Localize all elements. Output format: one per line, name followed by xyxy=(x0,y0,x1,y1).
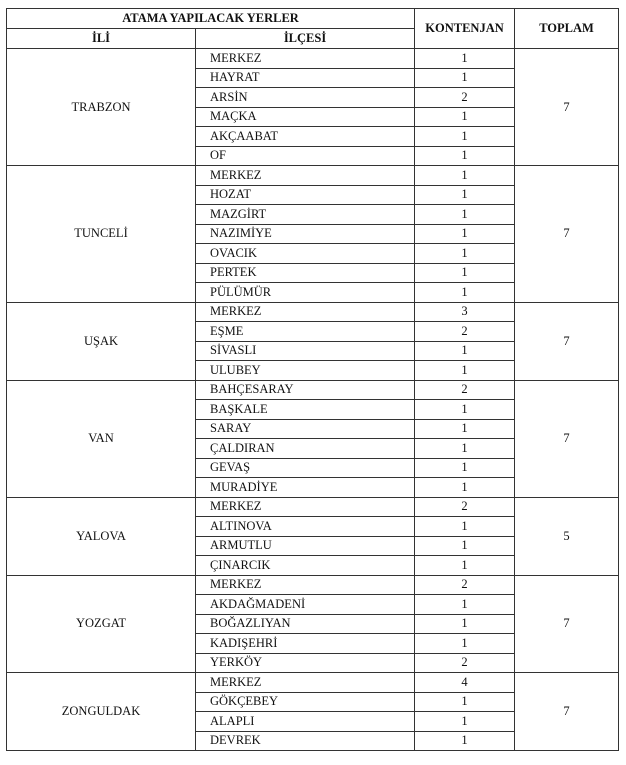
district-quota: 1 xyxy=(415,595,515,615)
table-row xyxy=(7,166,619,186)
district-name: YERKÖY xyxy=(196,653,415,673)
province-name: TRABZON xyxy=(7,49,196,166)
assignment-table xyxy=(6,8,619,751)
district-quota: 1 xyxy=(415,263,515,283)
district-name: BAŞKALE xyxy=(196,400,415,420)
district-name: KADIŞEHRİ xyxy=(196,634,415,654)
kontenjan-header: KONTENJAN xyxy=(415,9,515,49)
district-name: MERKEZ xyxy=(196,575,415,595)
province-name: UŞAK xyxy=(7,302,196,380)
district-name: HAYRAT xyxy=(196,68,415,88)
province-name: YOZGAT xyxy=(7,575,196,673)
district-quota: 1 xyxy=(415,107,515,127)
table-row xyxy=(7,497,619,517)
toplam-header: TOPLAM xyxy=(515,9,619,49)
il-header: İLİ xyxy=(7,29,196,49)
district-quota: 1 xyxy=(415,68,515,88)
district-quota: 2 xyxy=(415,497,515,517)
province-total: 7 xyxy=(515,380,619,497)
district-quota: 1 xyxy=(415,127,515,147)
district-quota: 1 xyxy=(415,244,515,264)
province-name: ZONGULDAK xyxy=(7,673,196,751)
province-name: TUNCELİ xyxy=(7,166,196,303)
district-quota: 1 xyxy=(415,146,515,166)
district-quota: 1 xyxy=(415,224,515,244)
district-name: ARSİN xyxy=(196,88,415,108)
district-quota: 1 xyxy=(415,419,515,439)
district-name: PERTEK xyxy=(196,263,415,283)
province-total: 7 xyxy=(515,673,619,751)
district-quota: 1 xyxy=(415,517,515,537)
district-name: SİVASLI xyxy=(196,341,415,361)
district-name: GEVAŞ xyxy=(196,458,415,478)
group-header: ATAMA YAPILACAK YERLER xyxy=(7,9,415,29)
district-name: MERKEZ xyxy=(196,673,415,693)
table-row xyxy=(7,575,619,595)
district-name: MURADİYE xyxy=(196,478,415,498)
district-quota: 1 xyxy=(415,49,515,69)
district-name: ARMUTLU xyxy=(196,536,415,556)
district-name: MAZGİRT xyxy=(196,205,415,225)
ilce-header: İLÇESİ xyxy=(196,29,415,49)
district-name: OF xyxy=(196,146,415,166)
district-quota: 1 xyxy=(415,341,515,361)
district-quota: 1 xyxy=(415,361,515,381)
district-quota: 4 xyxy=(415,673,515,693)
district-name: BAHÇESARAY xyxy=(196,380,415,400)
district-name: EŞME xyxy=(196,322,415,342)
district-quota: 1 xyxy=(415,614,515,634)
province-name: VAN xyxy=(7,380,196,497)
province-total: 7 xyxy=(515,575,619,673)
district-quota: 1 xyxy=(415,400,515,420)
district-quota: 2 xyxy=(415,88,515,108)
district-name: PÜLÜMÜR xyxy=(196,283,415,303)
table-row xyxy=(7,49,619,69)
province-total: 7 xyxy=(515,166,619,303)
district-quota: 1 xyxy=(415,634,515,654)
district-quota: 1 xyxy=(415,283,515,303)
district-quota: 1 xyxy=(415,536,515,556)
district-quota: 2 xyxy=(415,322,515,342)
table-row xyxy=(7,673,619,693)
district-name: SARAY xyxy=(196,419,415,439)
district-name: ALTINOVA xyxy=(196,517,415,537)
district-name: ULUBEY xyxy=(196,361,415,381)
district-name: ÇALDIRAN xyxy=(196,439,415,459)
district-name: DEVREK xyxy=(196,731,415,751)
district-name: HOZAT xyxy=(196,185,415,205)
district-quota: 1 xyxy=(415,712,515,732)
district-name: BOĞAZLIYAN xyxy=(196,614,415,634)
district-quota: 1 xyxy=(415,439,515,459)
district-name: MERKEZ xyxy=(196,49,415,69)
district-quota: 2 xyxy=(415,575,515,595)
district-quota: 2 xyxy=(415,653,515,673)
district-name: MERKEZ xyxy=(196,302,415,322)
district-name: ALAPLI xyxy=(196,712,415,732)
province-total: 7 xyxy=(515,302,619,380)
header-row-1 xyxy=(7,9,619,29)
district-quota: 1 xyxy=(415,166,515,186)
district-name: ÇINARCIK xyxy=(196,556,415,576)
district-name: MERKEZ xyxy=(196,166,415,186)
province-name: YALOVA xyxy=(7,497,196,575)
province-total: 7 xyxy=(515,49,619,166)
district-name: MERKEZ xyxy=(196,497,415,517)
district-quota: 2 xyxy=(415,380,515,400)
district-quota: 1 xyxy=(415,185,515,205)
district-name: AKÇAABAT xyxy=(196,127,415,147)
district-quota: 1 xyxy=(415,731,515,751)
district-quota: 3 xyxy=(415,302,515,322)
district-quota: 1 xyxy=(415,205,515,225)
district-quota: 1 xyxy=(415,556,515,576)
district-quota: 1 xyxy=(415,692,515,712)
district-name: NAZIMİYE xyxy=(196,224,415,244)
district-name: MAÇKA xyxy=(196,107,415,127)
district-name: GÖKÇEBEY xyxy=(196,692,415,712)
district-name: OVACIK xyxy=(196,244,415,264)
district-quota: 1 xyxy=(415,478,515,498)
district-name: AKDAĞMADENİ xyxy=(196,595,415,615)
table-body xyxy=(7,49,619,751)
table-row xyxy=(7,302,619,322)
province-total: 5 xyxy=(515,497,619,575)
district-quota: 1 xyxy=(415,458,515,478)
table-row xyxy=(7,380,619,400)
